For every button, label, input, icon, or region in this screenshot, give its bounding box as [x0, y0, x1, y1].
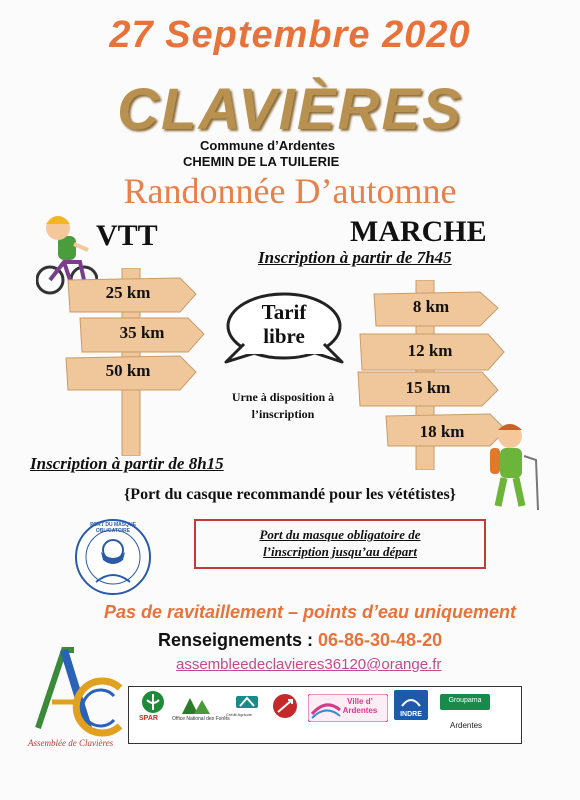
indre-caption: INDRE: [400, 711, 422, 718]
urne-line2: l’inscription: [251, 407, 315, 421]
vtt-distance-35: 35 km: [119, 323, 165, 342]
commune-subtitle: Commune d’Ardentes: [200, 138, 336, 153]
contact-label: Renseignements :: [158, 630, 314, 650]
organizer-logo: [30, 642, 126, 740]
marche-inscription: Inscription à partir de 7h45: [258, 248, 452, 267]
vtt-distance-50: 50 km: [105, 361, 151, 380]
urne-text: [208, 389, 358, 423]
vtt-title: VTT: [96, 219, 158, 252]
ravitaillement-notice: Pas de ravitaillement – points d’eau uniquement: [103, 602, 517, 622]
ville-ardentes-caption: Ville d’ Ardentes: [342, 697, 378, 715]
marche-distance-15: 15 km: [405, 378, 451, 397]
marche-distance-8: 8 km: [412, 297, 450, 316]
groupama-caption: Groupama: [448, 697, 482, 704]
ardentes-caption: Ardentes: [450, 721, 483, 730]
event-title: Randonnée D’automne: [123, 171, 457, 211]
mask-notice-text: [196, 526, 484, 560]
chemin-subtitle: CHEMIN DE LA TUILERIE: [183, 154, 340, 169]
spar-logo-icon: [140, 690, 166, 714]
mask-line2: l’inscription jusqu’au départ: [263, 544, 417, 559]
marche-title: MARCHE: [350, 215, 487, 248]
onf-caption: Office National des Forêts: [172, 716, 230, 722]
contact-email[interactable]: assembleedeclavieres36120@orange.fr: [176, 656, 442, 673]
contact-phone[interactable]: 06-86-30-48-20: [318, 630, 443, 650]
casque-notice: {Port du casque recommandé pour les vététistes}: [124, 486, 456, 503]
vtt-distance-25: 25 km: [105, 283, 151, 302]
credit-agricole-caption: Crédit Agricole: [226, 712, 253, 717]
onf-logo-icon: [176, 694, 218, 716]
credit-agricole-logo-icon: [232, 694, 262, 710]
tarif-line2: libre: [263, 324, 305, 348]
vtt-inscription: Inscription à partir de 8h15: [30, 454, 224, 473]
tarif-line1: Tarif: [261, 300, 307, 324]
tarif-text: [238, 300, 330, 348]
mask-line1: Port du masque obligatoire de: [259, 527, 421, 542]
marche-distance-18: 18 km: [419, 422, 465, 441]
urne-line1: Urne à disposition à: [231, 390, 335, 404]
organizer-caption: Assemblée de Clavières: [28, 738, 114, 748]
archery-logo-icon: [270, 692, 300, 720]
event-date: 27 Septembre 2020: [109, 14, 471, 56]
archery-caption: Archery: [270, 721, 274, 722]
marche-distance-12: 12 km: [407, 341, 453, 360]
village-title: CLAVIÈRES: [117, 77, 463, 142]
mask-badge-text: PORT DU MASQUE OBLIGATOIRE: [90, 522, 136, 534]
spar-caption: SPAR: [139, 715, 158, 722]
